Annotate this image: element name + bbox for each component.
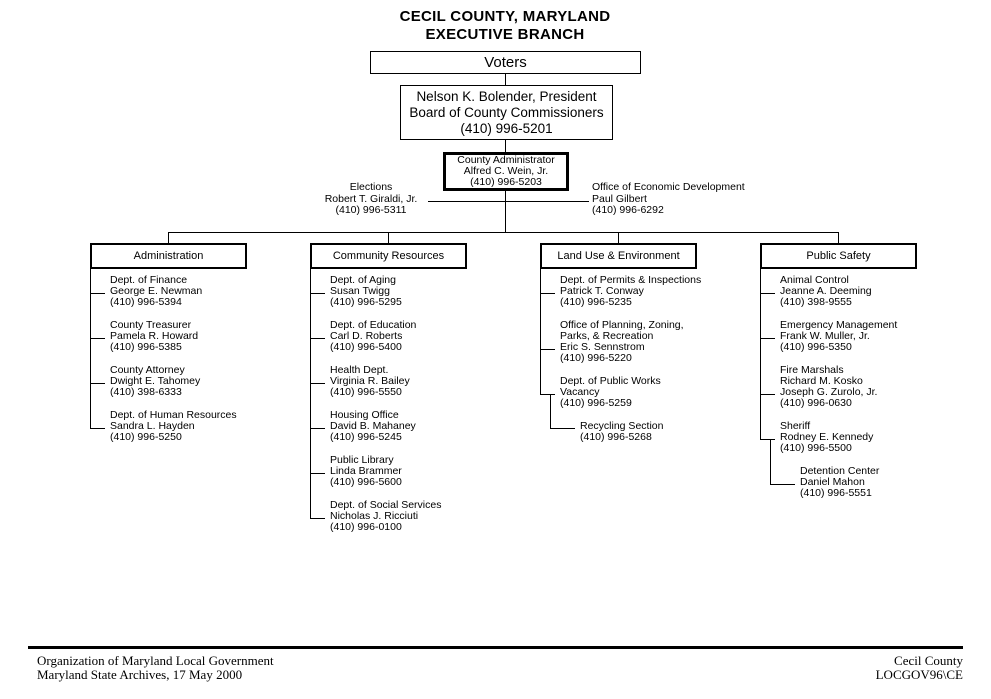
org-entry-line: Patrick T. Conway — [560, 285, 644, 297]
elections-title: Elections — [349, 181, 393, 193]
org-entry-line: Linda Brammer — [330, 465, 402, 477]
org-entry-administration-dept-of-human-resources — [110, 410, 237, 443]
connector-branch-vertical-public-safety — [760, 269, 761, 440]
org-entry-line: (410) 996-5235 — [560, 296, 632, 308]
administrator-line2: Alfred C. Wein, Jr. — [463, 165, 549, 177]
connector-stub-public-safety — [838, 232, 839, 243]
connector-tick-land-use-environment-1 — [540, 349, 555, 350]
org-entry-line: (410) 398-9555 — [780, 296, 852, 308]
econdev-title: Office of Economic Development — [592, 181, 745, 193]
economic-development-office — [592, 182, 745, 217]
connector-tick-land-use-environment-2 — [540, 394, 555, 395]
elections-person: Robert T. Giraldi, Jr. — [324, 192, 418, 205]
org-entry-line: Nicholas J. Ricciuti — [330, 510, 419, 522]
org-entry-line: (410) 996-5600 — [330, 476, 402, 488]
org-entry-public-safety-detention-center — [800, 466, 879, 499]
org-entry-line: Frank W. Muller, Jr. — [780, 330, 870, 342]
org-entry-line: Dept. of Finance — [110, 274, 188, 286]
administrator-text — [457, 155, 554, 188]
org-entry-community-resources-public-library — [330, 455, 402, 488]
org-entry-line: (410) 996-5385 — [110, 341, 182, 353]
org-entry-line: Housing Office — [330, 409, 399, 421]
connector-tick-public-safety-2 — [760, 394, 775, 395]
connector-tick-land-use-environment-0 — [540, 293, 555, 294]
connector-tick-community-resources-0 — [310, 293, 325, 294]
org-entry-line: (410) 398-6333 — [110, 386, 182, 398]
connector-sub-horizontal-land-use-environment — [550, 428, 575, 429]
footer-credit-line1: Organization of Maryland Local Government — [37, 653, 274, 668]
org-entry-line: Office of Planning, Zoning, — [560, 319, 684, 331]
org-entry-line: Detention Center — [800, 465, 880, 477]
org-entry-community-resources-dept-of-social-services — [330, 500, 441, 533]
connector-tick-administration-1 — [90, 338, 105, 339]
commissioners-text — [409, 89, 603, 137]
org-entry-line: Eric S. Sennstrom — [560, 341, 645, 353]
org-entry-line: Pamela R. Howard — [110, 330, 199, 342]
connector-tick-community-resources-4 — [310, 473, 325, 474]
connector-branch-vertical-administration — [90, 269, 91, 429]
connector-tick-administration-0 — [90, 293, 105, 294]
org-entry-public-safety-animal-control — [780, 275, 872, 308]
econdev-phone: (410) 996-6292 — [592, 204, 664, 216]
connector-tick-administration-3 — [90, 428, 105, 429]
org-entry-community-resources-dept-of-aging — [330, 275, 402, 308]
administrator-box — [443, 152, 569, 191]
org-entry-line: Virginia R. Bailey — [330, 375, 410, 387]
page-title-line1: CECIL COUNTY, MARYLAND — [399, 8, 611, 25]
org-entry-public-safety-emergency-management — [780, 320, 897, 353]
branch-header-land-use-environment: Land Use & Environment — [540, 243, 697, 269]
commissioners-line2: Board of County Commissioners — [409, 104, 604, 120]
footer-id-line2: LOCGOV96\CE — [875, 666, 963, 682]
elections-office — [306, 182, 436, 217]
administrator-line1: County Administrator — [457, 154, 555, 166]
connector-stub-administration — [168, 232, 169, 243]
org-entry-line: Vacancy — [560, 386, 600, 398]
page-title — [200, 8, 810, 44]
org-entry-line: Susan Twigg — [330, 285, 390, 297]
connector-administrator-rail — [505, 191, 506, 233]
org-entry-line: (410) 996-5259 — [560, 397, 632, 409]
org-entry-line: (410) 996-0100 — [330, 521, 402, 533]
org-entry-line: (410) 996-5500 — [780, 442, 852, 454]
administrator-line3: (410) 996-5203 — [470, 176, 542, 188]
connector-elections — [428, 201, 505, 202]
org-entry-line: George E. Newman — [110, 285, 203, 297]
connector-sub-vertical-land-use-environment — [550, 394, 551, 429]
org-entry-line: Emergency Management — [780, 319, 898, 331]
connector-tick-public-safety-3 — [760, 439, 775, 440]
org-entry-line: Recycling Section — [580, 420, 664, 432]
org-entry-land-use-environment-office-of-planning-zoning — [560, 320, 684, 364]
org-entry-line: (410) 996-5350 — [780, 341, 852, 353]
org-entry-line: Parks, & Recreation — [560, 330, 654, 342]
connector-tick-administration-2 — [90, 383, 105, 384]
org-entry-line: (410) 996-5295 — [330, 296, 402, 308]
org-entry-line: Sheriff — [780, 420, 811, 432]
org-entry-land-use-environment-dept-of-public-works — [560, 376, 661, 409]
org-entry-community-resources-health-dept — [330, 365, 410, 398]
org-entry-line: Sandra L. Hayden — [110, 420, 195, 432]
org-entry-public-safety-fire-marshals — [780, 365, 877, 409]
econdev-person: Paul Gilbert — [592, 192, 647, 205]
org-entry-line: Dept. of Permits & Inspections — [560, 274, 702, 286]
org-entry-line: Dept. of Human Resources — [110, 409, 237, 421]
commissioners-line3: (410) 996-5201 — [460, 120, 553, 136]
org-entry-line: Health Dept. — [330, 364, 389, 376]
org-entry-line: Dept. of Social Services — [330, 499, 442, 511]
commissioners-box — [400, 85, 613, 140]
page-title-line2: EXECUTIVE BRANCH — [425, 26, 585, 43]
connector-sub-vertical-public-safety — [770, 439, 771, 485]
footer-rule — [28, 646, 963, 649]
footer-id — [876, 654, 963, 681]
org-entry-line: Dept. of Aging — [330, 274, 396, 286]
org-entry-line: Richard M. Kosko — [780, 375, 863, 387]
connector-economic-development — [505, 201, 589, 202]
org-entry-line: County Attorney — [110, 364, 185, 376]
connector-commissioners-administrator — [505, 140, 506, 152]
connector-tick-community-resources-3 — [310, 428, 325, 429]
org-entry-community-resources-dept-of-education — [330, 320, 416, 353]
org-entry-line: Jeanne A. Deeming — [780, 285, 872, 297]
org-entry-line: (410) 996-5268 — [580, 431, 652, 443]
org-entry-administration-dept-of-finance — [110, 275, 202, 308]
voters-label: Voters — [484, 54, 527, 71]
org-entry-line: (410) 996-5400 — [330, 341, 402, 353]
connector-tick-community-resources-5 — [310, 518, 325, 519]
org-entry-line: (410) 996-5220 — [560, 352, 632, 364]
org-entry-line: Dept. of Public Works — [560, 375, 661, 387]
org-entry-line: Joseph G. Zurolo, Jr. — [780, 386, 878, 398]
org-entry-line: Fire Marshals — [780, 364, 844, 376]
voters-box — [370, 51, 641, 74]
connector-sub-horizontal-public-safety — [770, 484, 795, 485]
org-entry-land-use-environment-recycling-section — [580, 421, 663, 443]
connector-tick-community-resources-1 — [310, 338, 325, 339]
elections-phone: (410) 996-5311 — [335, 204, 407, 216]
org-entry-line: Dept. of Education — [330, 319, 417, 331]
org-entry-community-resources-housing-office — [330, 410, 416, 443]
org-entry-line: (410) 996-5551 — [800, 487, 872, 499]
connector-tick-public-safety-1 — [760, 338, 775, 339]
org-entry-line: (410) 996-5394 — [110, 296, 182, 308]
connector-stub-land-use — [618, 232, 619, 243]
branch-header-administration: Administration — [90, 243, 247, 269]
branch-header-public-safety: Public Safety — [760, 243, 917, 269]
org-entry-land-use-environment-dept-of-permits-inspections — [560, 275, 701, 308]
org-entry-administration-county-treasurer — [110, 320, 198, 353]
commissioners-line1: Nelson K. Bolender, President — [416, 88, 597, 104]
org-entry-line: Rodney E. Kennedy — [780, 431, 874, 443]
org-entry-line: Animal Control — [780, 274, 849, 286]
connector-main-rail — [168, 232, 839, 233]
footer-credit — [37, 654, 274, 681]
connector-branch-vertical-community-resources — [310, 269, 311, 519]
org-entry-administration-county-attorney — [110, 365, 200, 398]
org-entry-line: Dwight E. Tahomey — [110, 375, 201, 387]
branch-header-community-resources: Community Resources — [310, 243, 467, 269]
org-entry-line: David B. Mahaney — [330, 420, 416, 432]
connector-tick-public-safety-0 — [760, 293, 775, 294]
org-entry-line: (410) 996-5245 — [330, 431, 402, 443]
org-entry-line: Daniel Mahon — [800, 476, 865, 488]
connector-branch-vertical-land-use-environment — [540, 269, 541, 395]
org-entry-line: Carl D. Roberts — [330, 330, 403, 342]
org-entry-line: (410) 996-5550 — [330, 386, 402, 398]
footer-credit-line2: Maryland State Archives, 17 May 2000 — [37, 666, 243, 682]
connector-stub-community-resources — [388, 232, 389, 243]
connector-tick-community-resources-2 — [310, 383, 325, 384]
org-entry-line: Public Library — [330, 454, 394, 466]
org-entry-line: County Treasurer — [110, 319, 192, 331]
connector-voters-commissioners — [505, 74, 506, 85]
org-entry-line: (410) 996-5250 — [110, 431, 182, 443]
footer-id-line1: Cecil County — [894, 653, 963, 668]
org-entry-public-safety-sheriff — [780, 421, 873, 454]
org-entry-line: (410) 996-0630 — [780, 397, 852, 409]
